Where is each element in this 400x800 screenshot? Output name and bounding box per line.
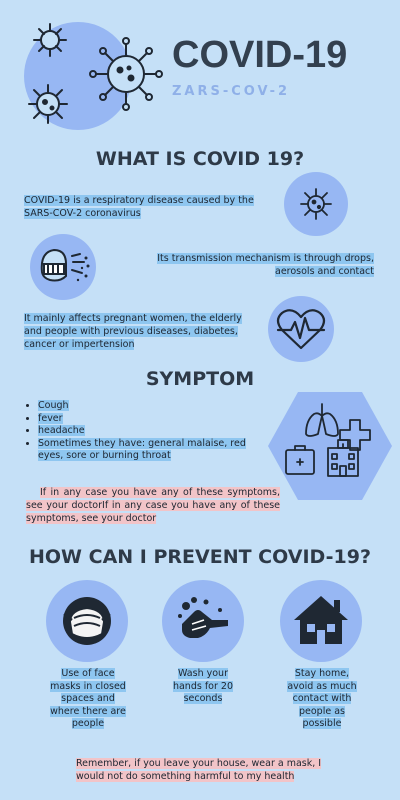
what-is-item-1 xyxy=(24,194,272,220)
what-is-item-1-text: COVID-19 is a respiratory disease caused by the SARS-COV-2 coronavirus xyxy=(24,195,254,219)
prevent-heading: HOW CAN I PREVENT COVID-19? xyxy=(29,546,371,568)
symptom-item: • Cough xyxy=(38,400,260,413)
prevent-item-1-text: Use of face masks in closed spaces and where there are people xyxy=(50,668,126,729)
sneeze-icon xyxy=(36,242,92,292)
virus-cluster-icon xyxy=(14,18,164,130)
hand-washing-icon xyxy=(172,590,234,652)
medical-hexagon xyxy=(266,390,394,502)
page-subtitle: ZARS-COV-2 xyxy=(172,84,291,99)
symptom-note-text: If in any case you have any of these symptoms, see your doctorIf in any case you have any of these symptoms, see your doctor xyxy=(26,487,280,524)
prevent-item-3 xyxy=(284,668,360,731)
footer-note xyxy=(76,757,338,783)
prevent-item-2 xyxy=(164,668,242,706)
page-title: COVID-19 xyxy=(172,34,348,76)
what-is-item-3 xyxy=(24,312,260,351)
symptom-item: • Sometimes they have: general malaise, red eyes, sore or burning throat xyxy=(38,438,260,463)
what-is-item-3-text: It mainly affects pregnant women, the elderly and people with previous diseases, diabetes, cancer or impertension xyxy=(24,313,242,350)
house-icon xyxy=(292,594,350,648)
face-mask-icon xyxy=(58,592,116,650)
symptom-list xyxy=(24,400,260,463)
prevent-item-3-text: Stay home, avoid as much contact with people as possible xyxy=(287,668,357,729)
heartbeat-icon xyxy=(274,306,328,352)
what-is-heading: WHAT IS COVID 19? xyxy=(95,148,305,170)
prevent-item-1 xyxy=(48,668,128,731)
virus-icon xyxy=(294,182,338,226)
what-is-item-2-text: Its transmission mechanism is through drops, aerosols and contact xyxy=(157,253,374,277)
symptom-heading: SYMPTOM xyxy=(145,368,255,390)
prevent-item-2-text: Wash your hands for 20 seconds xyxy=(172,668,234,704)
footer-note-text: Remember, if you leave your house, wear a mask, I would not do something harmful to my health xyxy=(76,758,322,782)
symptom-note xyxy=(26,486,280,525)
what-is-item-2 xyxy=(122,252,374,278)
symptom-item: • headache xyxy=(38,425,260,438)
symptom-item: • fever xyxy=(38,413,260,426)
